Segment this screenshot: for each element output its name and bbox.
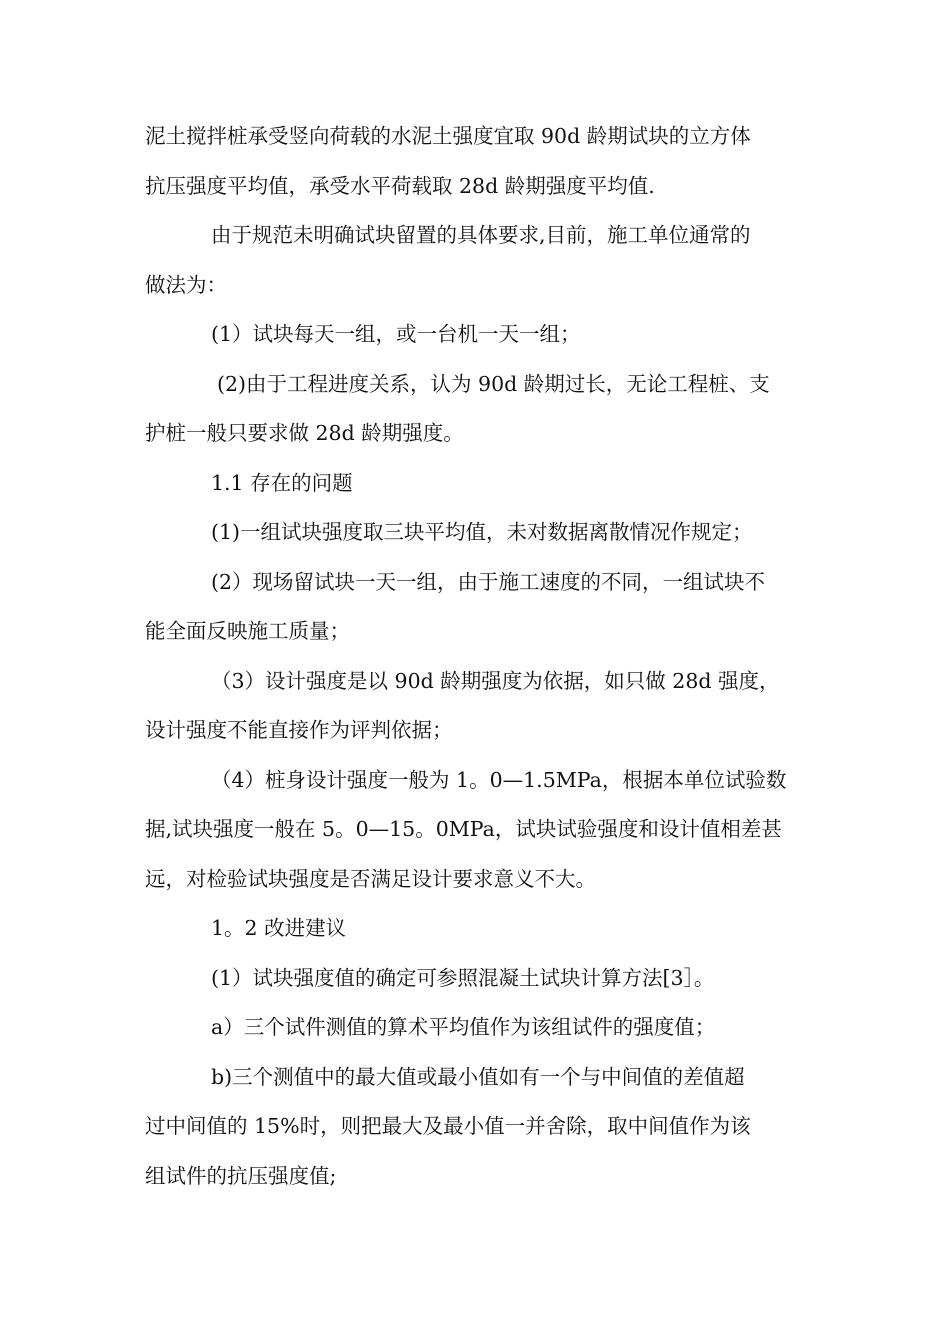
text-line: 抗压强度平均值，承受水平荷载取 28d 龄期强度平均值. [145, 173, 655, 198]
section-heading: 1.1 存在的问题 [211, 470, 353, 495]
text-line: 护桩一般只要求做 28d 龄期强度。 [145, 421, 464, 445]
text-line: b)三个测值中的最大值或最小值如有一个与中间值的差值超 [211, 1064, 745, 1089]
text-line: 远，对检验试块强度是否满足设计要求意义不大。 [145, 866, 596, 891]
text-line: (1）试块强度值的确定可参照混凝土试块计算方法[3］。 [211, 965, 715, 990]
text-line: 能全面反映施工质量； [145, 619, 350, 643]
text-line: （3）设计强度是以 90d 龄期强度为依据，如只做 28d 强度， [211, 668, 780, 693]
text-line: (1）试块每天一组，或一台机一天一组； [211, 322, 581, 346]
text-line: (2）现场留试块一天一组，由于施工速度的不同，一组试块不 [211, 569, 766, 594]
text-line: 做法为： [145, 272, 227, 297]
text-line: 设计强度不能直接作为评判依据； [145, 718, 453, 742]
text-line: a）三个试件测值的算术平均值作为该组试件的强度值； [211, 1015, 716, 1039]
text-line: 组试件的抗压强度值; [145, 1163, 337, 1188]
text-line: 由于规范未明确试块留置的具体要求,目前，施工单位通常的 [211, 223, 751, 247]
document-body [145, 112, 810, 1201]
text-line: 据,试块强度一般在 5。0—15。0MPa，试块试验强度和设计值相差甚 [145, 817, 782, 841]
text-line: 泥土搅拌桩承受竖向荷载的水泥土强度宜取 90d 龄期试块的立方体 [145, 124, 751, 148]
text-line: （4）桩身设计强度一般为 1。0—1.5MPa，根据本单位试验数 [211, 767, 787, 792]
text-line: (2)由于工程进度关系，认为 90d 龄期过长，无论工程桩、支 [217, 371, 770, 396]
text-line: (1)一组试块强度取三块平均值，未对数据离散情况作规定； [211, 520, 753, 544]
section-heading: 1。2 改进建议 [211, 916, 347, 940]
text-line: 过中间值的 15%时，则把最大及最小值一并舍除，取中间值作为该 [145, 1114, 751, 1138]
